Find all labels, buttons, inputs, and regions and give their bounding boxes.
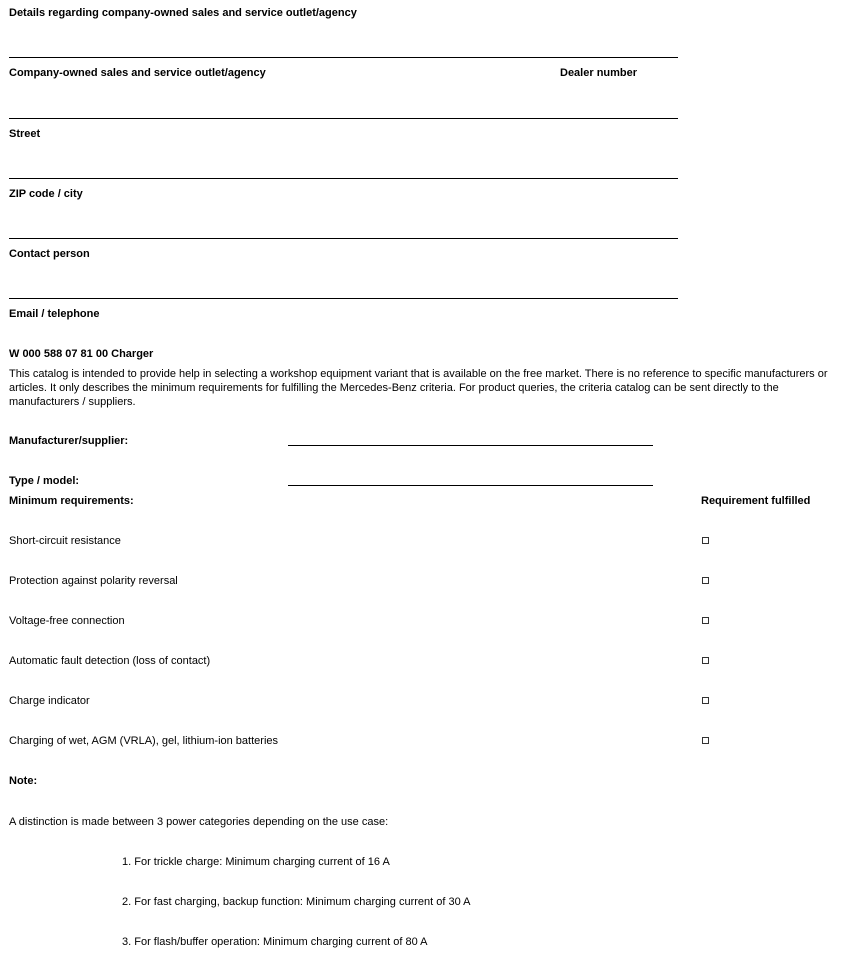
email-telephone-label: Email / telephone — [9, 308, 100, 320]
street-input-line[interactable] — [9, 118, 678, 119]
requirement-label: Automatic fault detection (loss of contact) — [9, 655, 211, 667]
section-heading: Details regarding company-owned sales and service outlet/agency — [9, 7, 357, 19]
email-telephone-input-line[interactable] — [9, 298, 678, 299]
requirement-fulfilled-header: Requirement fulfilled — [701, 495, 811, 507]
requirement-checkbox[interactable] — [702, 657, 709, 664]
requirement-label: Protection against polarity reversal — [9, 575, 178, 587]
requirement-label: Voltage-free connection — [9, 615, 125, 627]
requirement-checkbox[interactable] — [702, 737, 709, 744]
requirement-checkbox[interactable] — [702, 537, 709, 544]
outlet-input-line[interactable] — [9, 57, 678, 58]
power-category-item: 1. For trickle charge: Minimum charging current of 16 A — [122, 856, 390, 868]
zip-city-input-line[interactable] — [9, 178, 678, 179]
note-label: Note: — [9, 775, 38, 787]
manufacturer-label: Manufacturer/supplier: — [9, 435, 129, 447]
requirement-label: Short-circuit resistance — [9, 535, 121, 547]
contact-person-input-line[interactable] — [9, 238, 678, 239]
requirement-checkbox[interactable] — [702, 697, 709, 704]
minimum-requirements-header: Minimum requirements: — [9, 495, 134, 507]
power-category-item: 3. For flash/buffer operation: Minimum charging current of 80 A — [122, 936, 428, 948]
street-label: Street — [9, 128, 41, 140]
dealer-number-label: Dealer number — [560, 67, 638, 79]
requirement-label: Charge indicator — [9, 695, 90, 707]
catalog-intro: This catalog is intended to provide help in selecting a workshop equipment variant that is available on the free market. There is no reference to specific manufacturers or articles. It only describes the minimum requirements for fulfilling the Mercedes-Benz criteria. For product queries, the criteria catalog can be sent directly to the manufacturers / suppliers. — [9, 368, 828, 408]
manufacturer-input-line[interactable] — [288, 445, 653, 446]
outlet-label: Company-owned sales and service outlet/agency — [9, 67, 266, 79]
requirement-checkbox[interactable] — [702, 617, 709, 624]
contact-person-label: Contact person — [9, 248, 90, 260]
power-category-item: 2. For fast charging, backup function: Minimum charging current of 30 A — [122, 896, 471, 908]
catalog-title: W 000 588 07 81 00 Charger — [9, 348, 154, 360]
type-model-label: Type / model: — [9, 475, 80, 487]
requirement-checkbox[interactable] — [702, 577, 709, 584]
note-text: A distinction is made between 3 power categories depending on the use case: — [9, 816, 389, 828]
type-model-input-line[interactable] — [288, 485, 653, 486]
requirement-label: Charging of wet, AGM (VRLA), gel, lithium-ion batteries — [9, 735, 279, 747]
zip-city-label: ZIP code / city — [9, 188, 83, 200]
